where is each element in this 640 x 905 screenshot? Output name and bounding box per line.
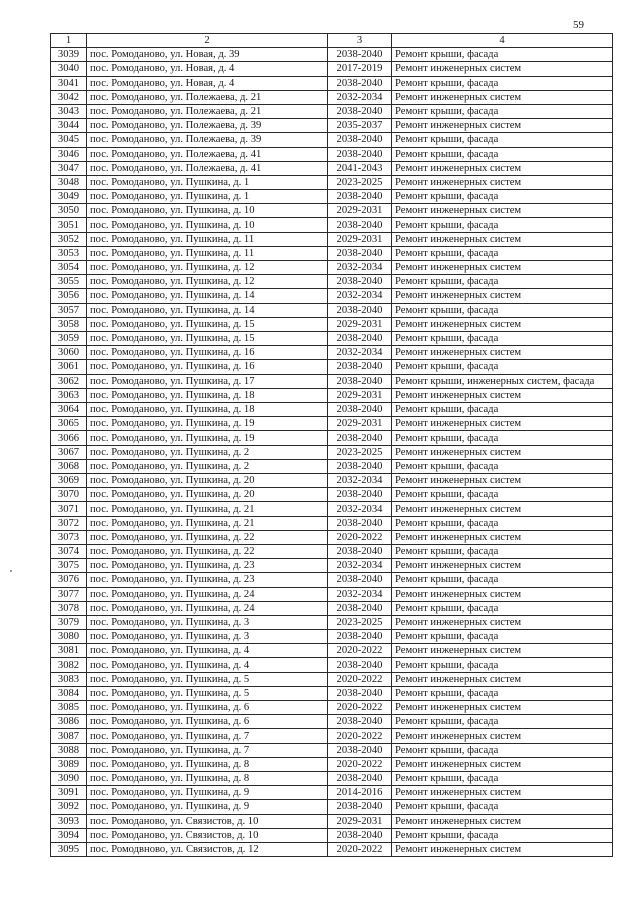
row-number: 3049 — [51, 190, 87, 204]
row-work-type: Ремонт крыши, фасада — [392, 573, 613, 587]
row-address: пос. Ромоданово, ул. Пушкина, д. 21 — [87, 502, 328, 516]
row-work-type: Ремонт крыши, фасада — [392, 459, 613, 473]
row-number: 3059 — [51, 331, 87, 345]
row-work-type: Ремонт крыши, фасада — [392, 828, 613, 842]
row-period: 2041-2043 — [328, 161, 392, 175]
table-row — [51, 814, 613, 828]
row-period: 2038-2040 — [328, 218, 392, 232]
row-address: пос. Ромоданово, ул. Пушкина, д. 1 — [87, 175, 328, 189]
row-number: 3054 — [51, 261, 87, 275]
table-row — [51, 516, 613, 530]
row-work-type: Ремонт крыши, фасада — [392, 658, 613, 672]
row-address: пос. Ромоданово, ул. Полежаева, д. 41 — [87, 161, 328, 175]
table-row — [51, 530, 613, 544]
row-work-type: Ремонт крыши, фасада — [392, 218, 613, 232]
table-row — [51, 175, 613, 189]
row-number: 3093 — [51, 814, 87, 828]
row-address: пос. Ромоданово, ул. Пушкина, д. 11 — [87, 246, 328, 260]
table-row — [51, 360, 613, 374]
row-work-type: Ремонт крыши, фасада — [392, 275, 613, 289]
table-row — [51, 715, 613, 729]
row-number: 3039 — [51, 48, 87, 62]
row-period: 2032-2034 — [328, 559, 392, 573]
table-row — [51, 474, 613, 488]
row-period: 2038-2040 — [328, 76, 392, 90]
row-number: 3042 — [51, 90, 87, 104]
row-period: 2038-2040 — [328, 360, 392, 374]
row-work-type: Ремонт инженерных систем — [392, 346, 613, 360]
row-number: 3088 — [51, 743, 87, 757]
row-work-type: Ремонт крыши, фасада — [392, 800, 613, 814]
row-number: 3073 — [51, 530, 87, 544]
row-period: 2038-2040 — [328, 601, 392, 615]
table-row — [51, 147, 613, 161]
row-address: пос. Ромоданово, ул. Полежаева, д. 39 — [87, 119, 328, 133]
row-address: пос. Ромоданово, ул. Пушкина, д. 24 — [87, 587, 328, 601]
row-address: пос. Ромоданово, ул. Пушкина, д. 2 — [87, 445, 328, 459]
row-number: 3050 — [51, 204, 87, 218]
scan-speck — [10, 570, 12, 572]
row-work-type: Ремонт инженерных систем — [392, 204, 613, 218]
row-number: 3094 — [51, 828, 87, 842]
row-work-type: Ремонт крыши, фасада — [392, 246, 613, 260]
row-work-type: Ремонт крыши, фасада — [392, 403, 613, 417]
row-period: 2023-2025 — [328, 615, 392, 629]
row-work-type: Ремонт инженерных систем — [392, 530, 613, 544]
table-row — [51, 587, 613, 601]
row-period: 2020-2022 — [328, 672, 392, 686]
row-address: пос. Ромоданово, ул. Пушкина, д. 2 — [87, 459, 328, 473]
row-address: пос. Ромоданово, ул. Связистов, д. 10 — [87, 814, 328, 828]
row-period: 2032-2034 — [328, 587, 392, 601]
row-address: пос. Ромоданово, ул. Новая, д. 39 — [87, 48, 328, 62]
row-address: пос. Ромоданово, ул. Пушкина, д. 19 — [87, 431, 328, 445]
table-row — [51, 417, 613, 431]
row-work-type: Ремонт инженерных систем — [392, 814, 613, 828]
row-work-type: Ремонт крыши, фасада — [392, 686, 613, 700]
row-period: 2038-2040 — [328, 715, 392, 729]
row-work-type: Ремонт инженерных систем — [392, 119, 613, 133]
row-period: 2029-2031 — [328, 204, 392, 218]
row-number: 3082 — [51, 658, 87, 672]
row-period: 2038-2040 — [328, 104, 392, 118]
row-period: 2029-2031 — [328, 814, 392, 828]
row-number: 3040 — [51, 62, 87, 76]
row-number: 3080 — [51, 630, 87, 644]
row-period: 2017-2019 — [328, 62, 392, 76]
table-row — [51, 842, 613, 856]
table-row — [51, 771, 613, 785]
row-work-type: Ремонт инженерных систем — [392, 644, 613, 658]
row-period: 2020-2022 — [328, 530, 392, 544]
row-work-type: Ремонт инженерных систем — [392, 317, 613, 331]
row-address: пос. Ромоданово, ул. Пушкина, д. 12 — [87, 275, 328, 289]
row-period: 2038-2040 — [328, 544, 392, 558]
row-period: 2038-2040 — [328, 658, 392, 672]
row-period: 2038-2040 — [328, 246, 392, 260]
table-row — [51, 119, 613, 133]
row-number: 3048 — [51, 175, 87, 189]
table-row — [51, 828, 613, 842]
row-number: 3081 — [51, 644, 87, 658]
row-work-type: Ремонт инженерных систем — [392, 232, 613, 246]
row-period: 2020-2022 — [328, 757, 392, 771]
row-work-type: Ремонт инженерных систем — [392, 175, 613, 189]
table-row — [51, 729, 613, 743]
row-number: 3075 — [51, 559, 87, 573]
row-work-type: Ремонт крыши, фасада — [392, 771, 613, 785]
row-address: пос. Ромоданово, ул. Пушкина, д. 23 — [87, 559, 328, 573]
row-number: 3083 — [51, 672, 87, 686]
row-address: пос. Ромоданово, ул. Пушкина, д. 16 — [87, 346, 328, 360]
row-work-type: Ремонт крыши, фасада — [392, 743, 613, 757]
row-work-type: Ремонт инженерных систем — [392, 757, 613, 771]
table-row — [51, 331, 613, 345]
table-row — [51, 317, 613, 331]
table-row — [51, 48, 613, 62]
row-period: 2038-2040 — [328, 331, 392, 345]
row-period: 2020-2022 — [328, 644, 392, 658]
row-number: 3046 — [51, 147, 87, 161]
table-row — [51, 275, 613, 289]
row-address: пос. Ромоданово, ул. Пушкина, д. 9 — [87, 800, 328, 814]
row-address: пос. Ромоданово, ул. Пушкина, д. 4 — [87, 644, 328, 658]
row-period: 2032-2034 — [328, 502, 392, 516]
row-period: 2038-2040 — [328, 431, 392, 445]
row-address: пос. Ромоданово, ул. Пушкина, д. 6 — [87, 715, 328, 729]
table-row — [51, 403, 613, 417]
row-number: 3061 — [51, 360, 87, 374]
row-address: пос. Ромоданово, ул. Пушкина, д. 10 — [87, 218, 328, 232]
row-work-type: Ремонт инженерных систем — [392, 474, 613, 488]
row-period: 2038-2040 — [328, 800, 392, 814]
table-row — [51, 218, 613, 232]
row-number: 3078 — [51, 601, 87, 615]
row-work-type: Ремонт крыши, фасада — [392, 303, 613, 317]
row-work-type: Ремонт инженерных систем — [392, 90, 613, 104]
row-period: 2038-2040 — [328, 374, 392, 388]
row-number: 3057 — [51, 303, 87, 317]
row-number: 3079 — [51, 615, 87, 629]
table-row — [51, 686, 613, 700]
row-address: пос. Ромоданово, ул. Пушкина, д. 15 — [87, 317, 328, 331]
row-work-type: Ремонт крыши, фасада — [392, 360, 613, 374]
row-work-type: Ремонт инженерных систем — [392, 417, 613, 431]
row-period: 2038-2040 — [328, 190, 392, 204]
row-period: 2035-2037 — [328, 119, 392, 133]
row-number: 3047 — [51, 161, 87, 175]
row-period: 2023-2025 — [328, 445, 392, 459]
column-header-number: 1 — [51, 34, 87, 48]
row-period: 2029-2031 — [328, 417, 392, 431]
table-row — [51, 76, 613, 90]
row-period: 2020-2022 — [328, 729, 392, 743]
row-period: 2038-2040 — [328, 828, 392, 842]
row-work-type: Ремонт крыши, фасада — [392, 488, 613, 502]
column-header-address: 2 — [87, 34, 328, 48]
row-period: 2038-2040 — [328, 743, 392, 757]
row-address: пос. Ромоданово, ул. Пушкина, д. 18 — [87, 388, 328, 402]
row-period: 2038-2040 — [328, 630, 392, 644]
table-row — [51, 289, 613, 303]
table-row — [51, 90, 613, 104]
row-address: пос. Ромодвново, ул. Связистов, д. 12 — [87, 842, 328, 856]
table-row — [51, 190, 613, 204]
row-work-type: Ремонт инженерных систем — [392, 701, 613, 715]
row-address: пос. Ромоданово, ул. Новая, д. 4 — [87, 76, 328, 90]
row-work-type: Ремонт инженерных систем — [392, 289, 613, 303]
row-address: пос. Ромоданово, ул. Пушкина, д. 4 — [87, 658, 328, 672]
repair-schedule-table — [50, 33, 613, 857]
row-number: 3043 — [51, 104, 87, 118]
row-number: 3065 — [51, 417, 87, 431]
table-row — [51, 488, 613, 502]
table-row — [51, 743, 613, 757]
row-number: 3063 — [51, 388, 87, 402]
row-work-type: Ремонт инженерных систем — [392, 842, 613, 856]
row-period: 2038-2040 — [328, 459, 392, 473]
row-number: 3069 — [51, 474, 87, 488]
row-period: 2038-2040 — [328, 275, 392, 289]
row-period: 2029-2031 — [328, 388, 392, 402]
row-period: 2038-2040 — [328, 133, 392, 147]
row-period: 2038-2040 — [328, 686, 392, 700]
row-work-type: Ремонт инженерных систем — [392, 502, 613, 516]
row-address: пос. Ромоданово, ул. Полежаева, д. 39 — [87, 133, 328, 147]
row-work-type: Ремонт крыши, фасада — [392, 331, 613, 345]
row-address: пос. Ромоданово, ул. Пушкина, д. 15 — [87, 331, 328, 345]
row-address: пос. Ромоданово, ул. Пушкина, д. 5 — [87, 672, 328, 686]
row-period: 2032-2034 — [328, 90, 392, 104]
row-address: пос. Ромоданово, ул. Пушкина, д. 12 — [87, 261, 328, 275]
row-work-type: Ремонт инженерных систем — [392, 559, 613, 573]
row-period: 2038-2040 — [328, 573, 392, 587]
row-work-type: Ремонт инженерных систем — [392, 445, 613, 459]
row-address: пос. Ромоданово, ул. Пушкина, д. 8 — [87, 757, 328, 771]
row-period: 2038-2040 — [328, 403, 392, 417]
row-work-type: Ремонт инженерных систем — [392, 729, 613, 743]
row-work-type: Ремонт крыши, фасада — [392, 544, 613, 558]
row-number: 3055 — [51, 275, 87, 289]
table-row — [51, 388, 613, 402]
column-header-period: 3 — [328, 34, 392, 48]
row-address: пос. Ромоданово, ул. Новая, д. 4 — [87, 62, 328, 76]
table-row — [51, 502, 613, 516]
table-row — [51, 246, 613, 260]
row-number: 3045 — [51, 133, 87, 147]
row-period: 2038-2040 — [328, 147, 392, 161]
row-period: 2032-2034 — [328, 346, 392, 360]
row-work-type: Ремонт инженерных систем — [392, 672, 613, 686]
row-work-type: Ремонт инженерных систем — [392, 161, 613, 175]
row-period: 2029-2031 — [328, 317, 392, 331]
row-address: пос. Ромоданово, ул. Пушкина, д. 3 — [87, 630, 328, 644]
row-address: пос. Ромоданово, ул. Полежаева, д. 21 — [87, 90, 328, 104]
row-address: пос. Ромоданово, ул. Пушкина, д. 20 — [87, 474, 328, 488]
row-number: 3090 — [51, 771, 87, 785]
row-address: пос. Ромоданово, ул. Полежаева, д. 41 — [87, 147, 328, 161]
table-row — [51, 644, 613, 658]
row-number: 3084 — [51, 686, 87, 700]
row-work-type: Ремонт крыши, фасада — [392, 76, 613, 90]
table-row — [51, 757, 613, 771]
table-row — [51, 104, 613, 118]
row-period: 2038-2040 — [328, 303, 392, 317]
row-work-type: Ремонт крыши, фасада — [392, 190, 613, 204]
row-number: 3071 — [51, 502, 87, 516]
row-work-type: Ремонт крыши, инженерных систем, фасада — [392, 374, 613, 388]
row-address: пос. Ромоданово, ул. Пушкина, д. 5 — [87, 686, 328, 700]
row-period: 2038-2040 — [328, 771, 392, 785]
row-address: пос. Ромоданово, ул. Пушкина, д. 18 — [87, 403, 328, 417]
row-number: 3064 — [51, 403, 87, 417]
table-row — [51, 630, 613, 644]
row-address: пос. Ромоданово, ул. Связистов, д. 10 — [87, 828, 328, 842]
row-work-type: Ремонт крыши, фасада — [392, 715, 613, 729]
row-work-type: Ремонт крыши, фасада — [392, 601, 613, 615]
table-row — [51, 672, 613, 686]
table-row — [51, 374, 613, 388]
row-number: 3086 — [51, 715, 87, 729]
row-period: 2038-2040 — [328, 48, 392, 62]
row-address: пос. Ромоданово, ул. Пушкина, д. 22 — [87, 544, 328, 558]
row-number: 3091 — [51, 786, 87, 800]
row-period: 2032-2034 — [328, 289, 392, 303]
row-number: 3092 — [51, 800, 87, 814]
table-row — [51, 786, 613, 800]
table-row — [51, 445, 613, 459]
row-address: пос. Ромоданово, ул. Пушкина, д. 19 — [87, 417, 328, 431]
row-address: пос. Ромоданово, ул. Пушкина, д. 20 — [87, 488, 328, 502]
table-row — [51, 204, 613, 218]
table-row — [51, 431, 613, 445]
table-row — [51, 161, 613, 175]
row-work-type: Ремонт крыши, фасада — [392, 104, 613, 118]
row-period: 2032-2034 — [328, 261, 392, 275]
table-row — [51, 261, 613, 275]
row-address: пос. Ромоданово, ул. Пушкина, д. 22 — [87, 530, 328, 544]
row-address: пос. Ромоданово, ул. Пушкина, д. 6 — [87, 701, 328, 715]
row-number: 3052 — [51, 232, 87, 246]
row-address: пос. Ромоданово, ул. Пушкина, д. 1 — [87, 190, 328, 204]
table-row — [51, 459, 613, 473]
row-address: пос. Ромоданово, ул. Пушкина, д. 10 — [87, 204, 328, 218]
table-row — [51, 559, 613, 573]
row-work-type: Ремонт крыши, фасада — [392, 630, 613, 644]
table-row — [51, 601, 613, 615]
row-address: пос. Ромоданово, ул. Пушкина, д. 8 — [87, 771, 328, 785]
row-address: пос. Ромоданово, ул. Пушкина, д. 7 — [87, 743, 328, 757]
row-number: 3051 — [51, 218, 87, 232]
row-work-type: Ремонт инженерных систем — [392, 388, 613, 402]
row-work-type: Ремонт крыши, фасада — [392, 48, 613, 62]
row-number: 3060 — [51, 346, 87, 360]
table-row — [51, 133, 613, 147]
table-row — [51, 573, 613, 587]
row-number: 3053 — [51, 246, 87, 260]
row-number: 3074 — [51, 544, 87, 558]
row-period: 2029-2031 — [328, 232, 392, 246]
row-number: 3095 — [51, 842, 87, 856]
row-work-type: Ремонт крыши, фасада — [392, 431, 613, 445]
table-row — [51, 701, 613, 715]
table-row — [51, 615, 613, 629]
row-number: 3067 — [51, 445, 87, 459]
row-period: 2023-2025 — [328, 175, 392, 189]
column-header-work: 4 — [392, 34, 613, 48]
row-address: пос. Ромоданово, ул. Пушкина, д. 23 — [87, 573, 328, 587]
row-number: 3056 — [51, 289, 87, 303]
row-address: пос. Ромоданово, ул. Пушкина, д. 21 — [87, 516, 328, 530]
row-work-type: Ремонт инженерных систем — [392, 786, 613, 800]
row-number: 3066 — [51, 431, 87, 445]
row-period: 2020-2022 — [328, 842, 392, 856]
table-row — [51, 800, 613, 814]
row-period: 2014-2016 — [328, 786, 392, 800]
row-number: 3085 — [51, 701, 87, 715]
row-work-type: Ремонт крыши, фасада — [392, 133, 613, 147]
row-number: 3070 — [51, 488, 87, 502]
row-work-type: Ремонт крыши, фасада — [392, 147, 613, 161]
row-period: 2038-2040 — [328, 516, 392, 530]
row-number: 3089 — [51, 757, 87, 771]
row-number: 3058 — [51, 317, 87, 331]
row-number: 3077 — [51, 587, 87, 601]
table-row — [51, 62, 613, 76]
table-body — [51, 48, 613, 857]
row-address: пос. Ромоданово, ул. Пушкина, д. 14 — [87, 303, 328, 317]
row-number: 3041 — [51, 76, 87, 90]
row-address: пос. Ромоданово, ул. Пушкина, д. 17 — [87, 374, 328, 388]
table-row — [51, 544, 613, 558]
row-work-type: Ремонт инженерных систем — [392, 62, 613, 76]
row-address: пос. Ромоданово, ул. Пушкина, д. 3 — [87, 615, 328, 629]
row-number: 3068 — [51, 459, 87, 473]
row-number: 3044 — [51, 119, 87, 133]
row-address: пос. Ромоданово, ул. Полежаева, д. 21 — [87, 104, 328, 118]
table-row — [51, 658, 613, 672]
table-row — [51, 346, 613, 360]
row-work-type: Ремонт инженерных систем — [392, 261, 613, 275]
row-address: пос. Ромоданово, ул. Пушкина, д. 7 — [87, 729, 328, 743]
table-row — [51, 303, 613, 317]
row-number: 3076 — [51, 573, 87, 587]
table-row — [51, 232, 613, 246]
row-number: 3087 — [51, 729, 87, 743]
row-address: пос. Ромоданово, ул. Пушкина, д. 9 — [87, 786, 328, 800]
page-number: 59 — [573, 19, 584, 31]
row-address: пос. Ромоданово, ул. Пушкина, д. 14 — [87, 289, 328, 303]
row-period: 2032-2034 — [328, 474, 392, 488]
row-number: 3072 — [51, 516, 87, 530]
row-address: пос. Ромоданово, ул. Пушкина, д. 24 — [87, 601, 328, 615]
row-period: 2038-2040 — [328, 488, 392, 502]
table-header-row — [51, 34, 613, 48]
row-number: 3062 — [51, 374, 87, 388]
row-work-type: Ремонт инженерных систем — [392, 587, 613, 601]
row-address: пос. Ромоданово, ул. Пушкина, д. 11 — [87, 232, 328, 246]
row-address: пос. Ромоданово, ул. Пушкина, д. 16 — [87, 360, 328, 374]
row-period: 2020-2022 — [328, 701, 392, 715]
row-work-type: Ремонт инженерных систем — [392, 615, 613, 629]
row-work-type: Ремонт крыши, фасада — [392, 516, 613, 530]
